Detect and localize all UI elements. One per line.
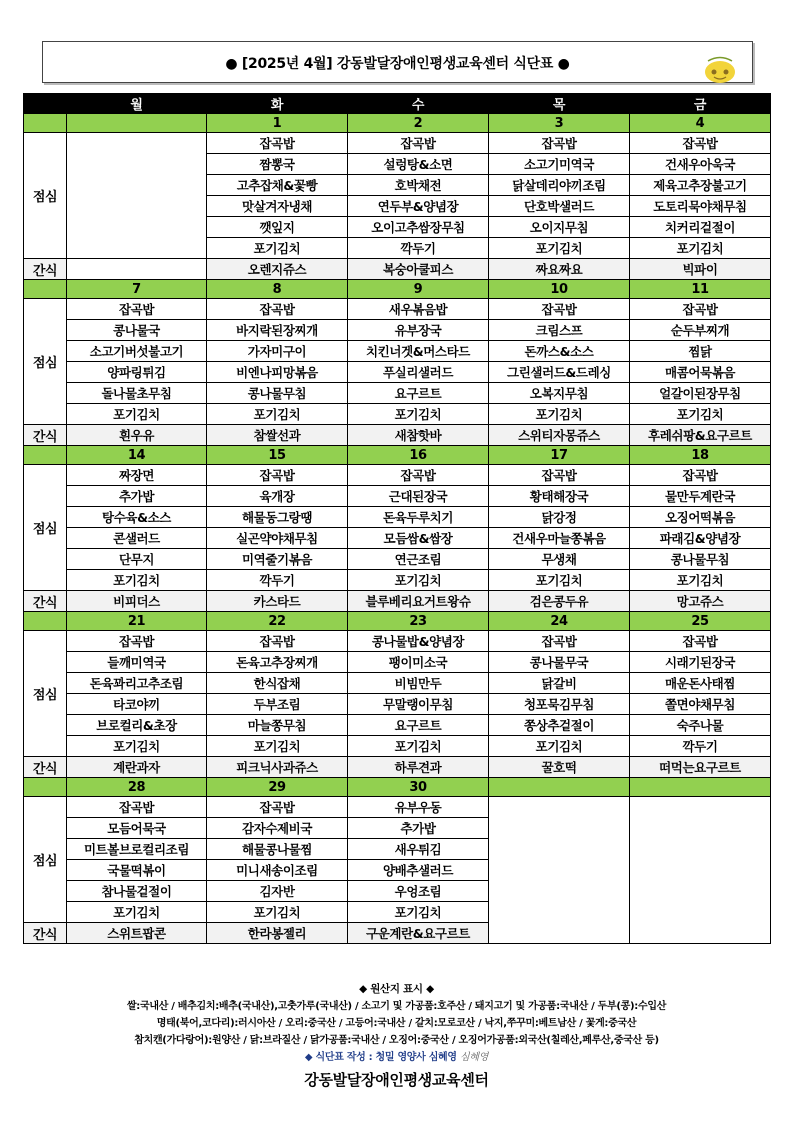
menu-item: 포기김치 <box>348 404 489 425</box>
snack-item: 떠먹는요구르트 <box>630 757 771 778</box>
menu-item: 매콤어묵볶음 <box>630 362 771 383</box>
lunch-row <box>24 673 771 694</box>
origin-line-1: 쌀:국내산 / 배추김치:배추(국내산),고춧가루(국내산) / 소고기 및 가공품:호주산 / 돼지고기 및 가공품:국내산 / 두부(콩):수입산 <box>126 1001 667 1012</box>
menu-item: 닭강정 <box>489 507 630 528</box>
lunch-label: 점심 <box>24 133 67 259</box>
snack-item: 비피더스 <box>67 591 207 612</box>
lunch-row <box>24 465 771 486</box>
lunch-row <box>24 507 771 528</box>
menu-item: 모듬쌈&쌈장 <box>348 528 489 549</box>
menu-item: 잡곡밥 <box>207 797 348 818</box>
snack-row <box>24 757 771 778</box>
lunch-row <box>24 652 771 673</box>
menu-item: 시래기된장국 <box>630 652 771 673</box>
date-cell: 23 <box>348 612 489 631</box>
date-cell: 15 <box>207 446 348 465</box>
menu-item: 잡곡밥 <box>630 465 771 486</box>
date-cell: 8 <box>207 280 348 299</box>
menu-item: 순두부찌개 <box>630 320 771 341</box>
menu-item: 포기김치 <box>630 238 771 259</box>
day-header: 수 <box>348 94 489 114</box>
menu-item: 잡곡밥 <box>67 631 207 652</box>
date-cell: 2 <box>348 114 489 133</box>
menu-item: 맛살겨자냉채 <box>207 196 348 217</box>
center-name: 강동발달장애인평생교육센터 <box>304 1071 489 1089</box>
menu-item: 제육고추장불고기 <box>630 175 771 196</box>
date-corner <box>24 778 67 797</box>
menu-item: 콩나물무침 <box>630 549 771 570</box>
snack-label: 간식 <box>24 259 67 280</box>
title-box <box>42 41 753 83</box>
menu-item: 연근조림 <box>348 549 489 570</box>
menu-item: 미니새송이조림 <box>207 860 348 881</box>
menu-item: 요구르트 <box>348 715 489 736</box>
menu-item: 포기김치 <box>489 570 630 591</box>
date-cell: 4 <box>630 114 771 133</box>
menu-item: 무생채 <box>489 549 630 570</box>
menu-item: 쫄면야채무침 <box>630 694 771 715</box>
menu-item: 추가밥 <box>348 818 489 839</box>
lunch-label: 점심 <box>24 797 67 923</box>
menu-item: 깍두기 <box>348 238 489 259</box>
menu-item: 콩나물국 <box>67 320 207 341</box>
menu-item: 돈육두루치기 <box>348 507 489 528</box>
menu-item: 청포묵김무침 <box>489 694 630 715</box>
date-cell: 22 <box>207 612 348 631</box>
snack-item <box>67 259 207 280</box>
date-cell: 11 <box>630 280 771 299</box>
lunch-row <box>24 797 771 818</box>
date-cell: 28 <box>67 778 207 797</box>
empty-cell <box>630 797 771 944</box>
date-cell: 10 <box>489 280 630 299</box>
menu-item: 콩나물무국 <box>489 652 630 673</box>
corner-cell <box>24 94 67 114</box>
snack-item: 구운계란&요구르트 <box>348 923 489 944</box>
menu-item: 깍두기 <box>630 736 771 757</box>
snack-item: 참쌀선과 <box>207 425 348 446</box>
menu-item: 포기김치 <box>630 404 771 425</box>
menu-item: 비빔만두 <box>348 673 489 694</box>
menu-item: 황태해장국 <box>489 486 630 507</box>
menu-item: 깍두기 <box>207 570 348 591</box>
date-cell: 9 <box>348 280 489 299</box>
menu-item: 포기김치 <box>67 736 207 757</box>
menu-item: 그린샐러드&드레싱 <box>489 362 630 383</box>
menu-item: 새우볶음밥 <box>348 299 489 320</box>
menu-item: 바지락된장찌개 <box>207 320 348 341</box>
menu-item: 포기김치 <box>630 570 771 591</box>
menu-item: 추가밥 <box>67 486 207 507</box>
menu-item: 모듬어묵국 <box>67 818 207 839</box>
menu-item: 두부조림 <box>207 694 348 715</box>
snack-row <box>24 591 771 612</box>
menu-item: 물만두계란국 <box>630 486 771 507</box>
lunch-row <box>24 299 771 320</box>
date-cell: 25 <box>630 612 771 631</box>
snack-item: 흰우유 <box>67 425 207 446</box>
empty-cell <box>67 133 207 259</box>
menu-item: 포기김치 <box>207 404 348 425</box>
lunch-row <box>24 715 771 736</box>
menu-item: 소고기버섯불고기 <box>67 341 207 362</box>
origin-line-2: 명태(북어,코다리):러시아산 / 오리:중국산 / 고등어:국내산 / 갈치:모로코산 / 낙지,쭈꾸미:베트남산 / 꽃게:중국산 <box>156 1018 637 1029</box>
empty-cell <box>489 797 630 944</box>
snack-item: 꿀호떡 <box>489 757 630 778</box>
snack-item: 망고쥬스 <box>630 591 771 612</box>
date-corner <box>24 280 67 299</box>
menu-item: 참나물겉절이 <box>67 881 207 902</box>
snack-item: 오렌지쥬스 <box>207 259 348 280</box>
snack-item: 계란과자 <box>67 757 207 778</box>
menu-item: 포기김치 <box>207 238 348 259</box>
menu-item: 치커리겉절이 <box>630 217 771 238</box>
menu-item: 실곤약야채무침 <box>207 528 348 549</box>
writer-text: ◆ 식단표 작성 : 청밀 영양사 심혜영 <box>304 1052 457 1063</box>
date-corner <box>24 612 67 631</box>
menu-item: 호박채전 <box>348 175 489 196</box>
menu-item: 잡곡밥 <box>67 797 207 818</box>
snack-label: 간식 <box>24 757 67 778</box>
snack-item: 스위티자몽쥬스 <box>489 425 630 446</box>
menu-item: 잡곡밥 <box>348 133 489 154</box>
menu-item: 돈육고추장찌개 <box>207 652 348 673</box>
menu-item: 미트볼브로컬리조림 <box>67 839 207 860</box>
snack-item: 하루견과 <box>348 757 489 778</box>
menu-item: 포기김치 <box>348 570 489 591</box>
date-cell: 7 <box>67 280 207 299</box>
menu-item: 양파링튀김 <box>67 362 207 383</box>
lunch-row <box>24 320 771 341</box>
menu-item: 브로컬리&초장 <box>67 715 207 736</box>
snack-item: 빅파이 <box>630 259 771 280</box>
menu-item: 포기김치 <box>348 902 489 923</box>
menu-item: 무말랭이무침 <box>348 694 489 715</box>
menu-item: 단무지 <box>67 549 207 570</box>
menu-item: 돈까스&소스 <box>489 341 630 362</box>
menu-item: 잡곡밥 <box>207 133 348 154</box>
snack-item: 카스타드 <box>207 591 348 612</box>
menu-item: 마늘쫑무침 <box>207 715 348 736</box>
menu-item: 포기김치 <box>67 404 207 425</box>
menu-item: 매운돈사태찜 <box>630 673 771 694</box>
lunch-row <box>24 404 771 425</box>
date-cell <box>630 778 771 797</box>
menu-item: 포기김치 <box>348 736 489 757</box>
menu-item: 오복지무침 <box>489 383 630 404</box>
menu-item: 푸실리샐러드 <box>348 362 489 383</box>
menu-item: 콩나물밥&양념장 <box>348 631 489 652</box>
menu-item: 잡곡밥 <box>207 299 348 320</box>
menu-item: 닭살데리야끼조림 <box>489 175 630 196</box>
menu-item: 탕수육&소스 <box>67 507 207 528</box>
snack-item: 짜요짜요 <box>489 259 630 280</box>
menu-item: 요구르트 <box>348 383 489 404</box>
menu-table <box>23 93 771 944</box>
menu-item: 잡곡밥 <box>207 465 348 486</box>
menu-item: 포기김치 <box>207 902 348 923</box>
lunch-label: 점심 <box>24 631 67 757</box>
menu-item: 오이지무침 <box>489 217 630 238</box>
snack-item: 한라봉젤리 <box>207 923 348 944</box>
lunch-row <box>24 736 771 757</box>
menu-item: 포기김치 <box>489 404 630 425</box>
day-header-row <box>24 94 771 114</box>
menu-item: 돈육꽈리고추조림 <box>67 673 207 694</box>
menu-item: 육개장 <box>207 486 348 507</box>
date-cell: 16 <box>348 446 489 465</box>
snack-item: 스위트팝콘 <box>67 923 207 944</box>
day-header: 월 <box>67 94 207 114</box>
menu-item: 타코야끼 <box>67 694 207 715</box>
menu-item: 고추잡채&꽃빵 <box>207 175 348 196</box>
menu-item: 해물콩나물찜 <box>207 839 348 860</box>
date-corner <box>24 114 67 133</box>
menu-item: 잡곡밥 <box>348 465 489 486</box>
day-header: 금 <box>630 94 771 114</box>
menu-item: 잡곡밥 <box>207 631 348 652</box>
menu-item: 감자수제비국 <box>207 818 348 839</box>
menu-item: 잡곡밥 <box>67 299 207 320</box>
origin-line-3: 참치캔(가다랑어):원양산 / 닭:브라질산 / 닭가공품:국내산 / 오징어:중국산 / 오징어가공품:외국산(칠레산,페루산,중국산 등) <box>134 1035 659 1046</box>
snack-item: 후레쉬팡&요구르트 <box>630 425 771 446</box>
date-cell: 24 <box>489 612 630 631</box>
date-row <box>24 612 771 631</box>
menu-item: 유부장국 <box>348 320 489 341</box>
menu-item: 잡곡밥 <box>630 631 771 652</box>
menu-item: 크림스프 <box>489 320 630 341</box>
menu-item: 한식잡채 <box>207 673 348 694</box>
lunch-row <box>24 383 771 404</box>
menu-item: 짬뽕국 <box>207 154 348 175</box>
menu-item: 오징어떡볶음 <box>630 507 771 528</box>
date-cell: 1 <box>207 114 348 133</box>
menu-item: 치킨너겟&머스타드 <box>348 341 489 362</box>
menu-item: 새우튀김 <box>348 839 489 860</box>
lunch-row <box>24 486 771 507</box>
lunch-row <box>24 570 771 591</box>
date-cell <box>489 778 630 797</box>
menu-item: 숙주나물 <box>630 715 771 736</box>
lunch-label: 점심 <box>24 465 67 591</box>
menu-item: 김자반 <box>207 881 348 902</box>
date-cell <box>67 114 207 133</box>
menu-item: 잡곡밥 <box>630 299 771 320</box>
menu-item: 닭갈비 <box>489 673 630 694</box>
snack-label: 간식 <box>24 591 67 612</box>
lunch-row <box>24 133 771 154</box>
writer-line <box>0 1048 793 1063</box>
lunch-row <box>24 528 771 549</box>
snack-item: 블루베리요거트왕슈 <box>348 591 489 612</box>
date-row <box>24 778 771 797</box>
menu-item: 파래김&양념장 <box>630 528 771 549</box>
menu-item: 잡곡밥 <box>630 133 771 154</box>
menu-item: 소고기미역국 <box>489 154 630 175</box>
date-corner <box>24 446 67 465</box>
date-cell: 18 <box>630 446 771 465</box>
snack-label: 간식 <box>24 923 67 944</box>
menu-item: 건새우마늘쫑볶음 <box>489 528 630 549</box>
menu-item: 미역줄기볶음 <box>207 549 348 570</box>
lunch-row <box>24 362 771 383</box>
date-row <box>24 280 771 299</box>
menu-item: 유부우동 <box>348 797 489 818</box>
menu-item: 팽이미소국 <box>348 652 489 673</box>
origin-title: ◆ 원산지 표시 ◆ <box>359 983 434 995</box>
menu-item: 해물동그랑땡 <box>207 507 348 528</box>
date-row <box>24 114 771 133</box>
date-cell: 17 <box>489 446 630 465</box>
snack-row <box>24 259 771 280</box>
menu-item: 들깨미역국 <box>67 652 207 673</box>
lunch-label: 점심 <box>24 299 67 425</box>
menu-item: 비엔나피망볶음 <box>207 362 348 383</box>
date-cell: 29 <box>207 778 348 797</box>
day-header: 화 <box>207 94 348 114</box>
menu-item: 잡곡밥 <box>489 133 630 154</box>
menu-item: 오이고추쌈장무침 <box>348 217 489 238</box>
lunch-row <box>24 341 771 362</box>
menu-item: 연두부&양념장 <box>348 196 489 217</box>
menu-item: 포기김치 <box>489 238 630 259</box>
menu-item: 양배추샐러드 <box>348 860 489 881</box>
menu-item: 깻잎지 <box>207 217 348 238</box>
date-row <box>24 446 771 465</box>
menu-item: 잡곡밥 <box>489 465 630 486</box>
menu-item: 포기김치 <box>207 736 348 757</box>
center-logo <box>700 53 740 87</box>
menu-item: 국물떡볶이 <box>67 860 207 881</box>
menu-item: 쫑상추겉절이 <box>489 715 630 736</box>
menu-item: 콘샐러드 <box>67 528 207 549</box>
menu-item: 포기김치 <box>67 902 207 923</box>
menu-item: 짜장면 <box>67 465 207 486</box>
menu-item: 가자미구이 <box>207 341 348 362</box>
snack-row <box>24 425 771 446</box>
menu-item: 포기김치 <box>67 570 207 591</box>
menu-item: 도토리묵야채무침 <box>630 196 771 217</box>
snack-item: 검은콩두유 <box>489 591 630 612</box>
menu-item: 돌나물초무침 <box>67 383 207 404</box>
menu-item: 찜닭 <box>630 341 771 362</box>
menu-item: 건새우아욱국 <box>630 154 771 175</box>
lunch-row <box>24 631 771 652</box>
lunch-row <box>24 549 771 570</box>
date-cell: 21 <box>67 612 207 631</box>
snack-item: 복숭아쿨피스 <box>348 259 489 280</box>
menu-item: 우엉조림 <box>348 881 489 902</box>
day-header: 목 <box>489 94 630 114</box>
menu-item: 포기김치 <box>489 736 630 757</box>
menu-item: 단호박샐러드 <box>489 196 630 217</box>
menu-item: 근대된장국 <box>348 486 489 507</box>
date-cell: 30 <box>348 778 489 797</box>
menu-item: 콩나물무침 <box>207 383 348 404</box>
date-cell: 3 <box>489 114 630 133</box>
menu-item: 잡곡밥 <box>489 299 630 320</box>
menu-item: 설렁탕&소면 <box>348 154 489 175</box>
snack-item: 피크닉사과쥬스 <box>207 757 348 778</box>
snack-label: 간식 <box>24 425 67 446</box>
signature: 심혜영 <box>459 1052 489 1063</box>
snack-item: 새참핫바 <box>348 425 489 446</box>
menu-item: 잡곡밥 <box>489 631 630 652</box>
page-title: ● [2025년 4월] 강동발달장애인평생교육센터 식단표 ● <box>225 56 570 72</box>
date-cell: 14 <box>67 446 207 465</box>
menu-item: 얼갈이된장무침 <box>630 383 771 404</box>
lunch-row <box>24 694 771 715</box>
